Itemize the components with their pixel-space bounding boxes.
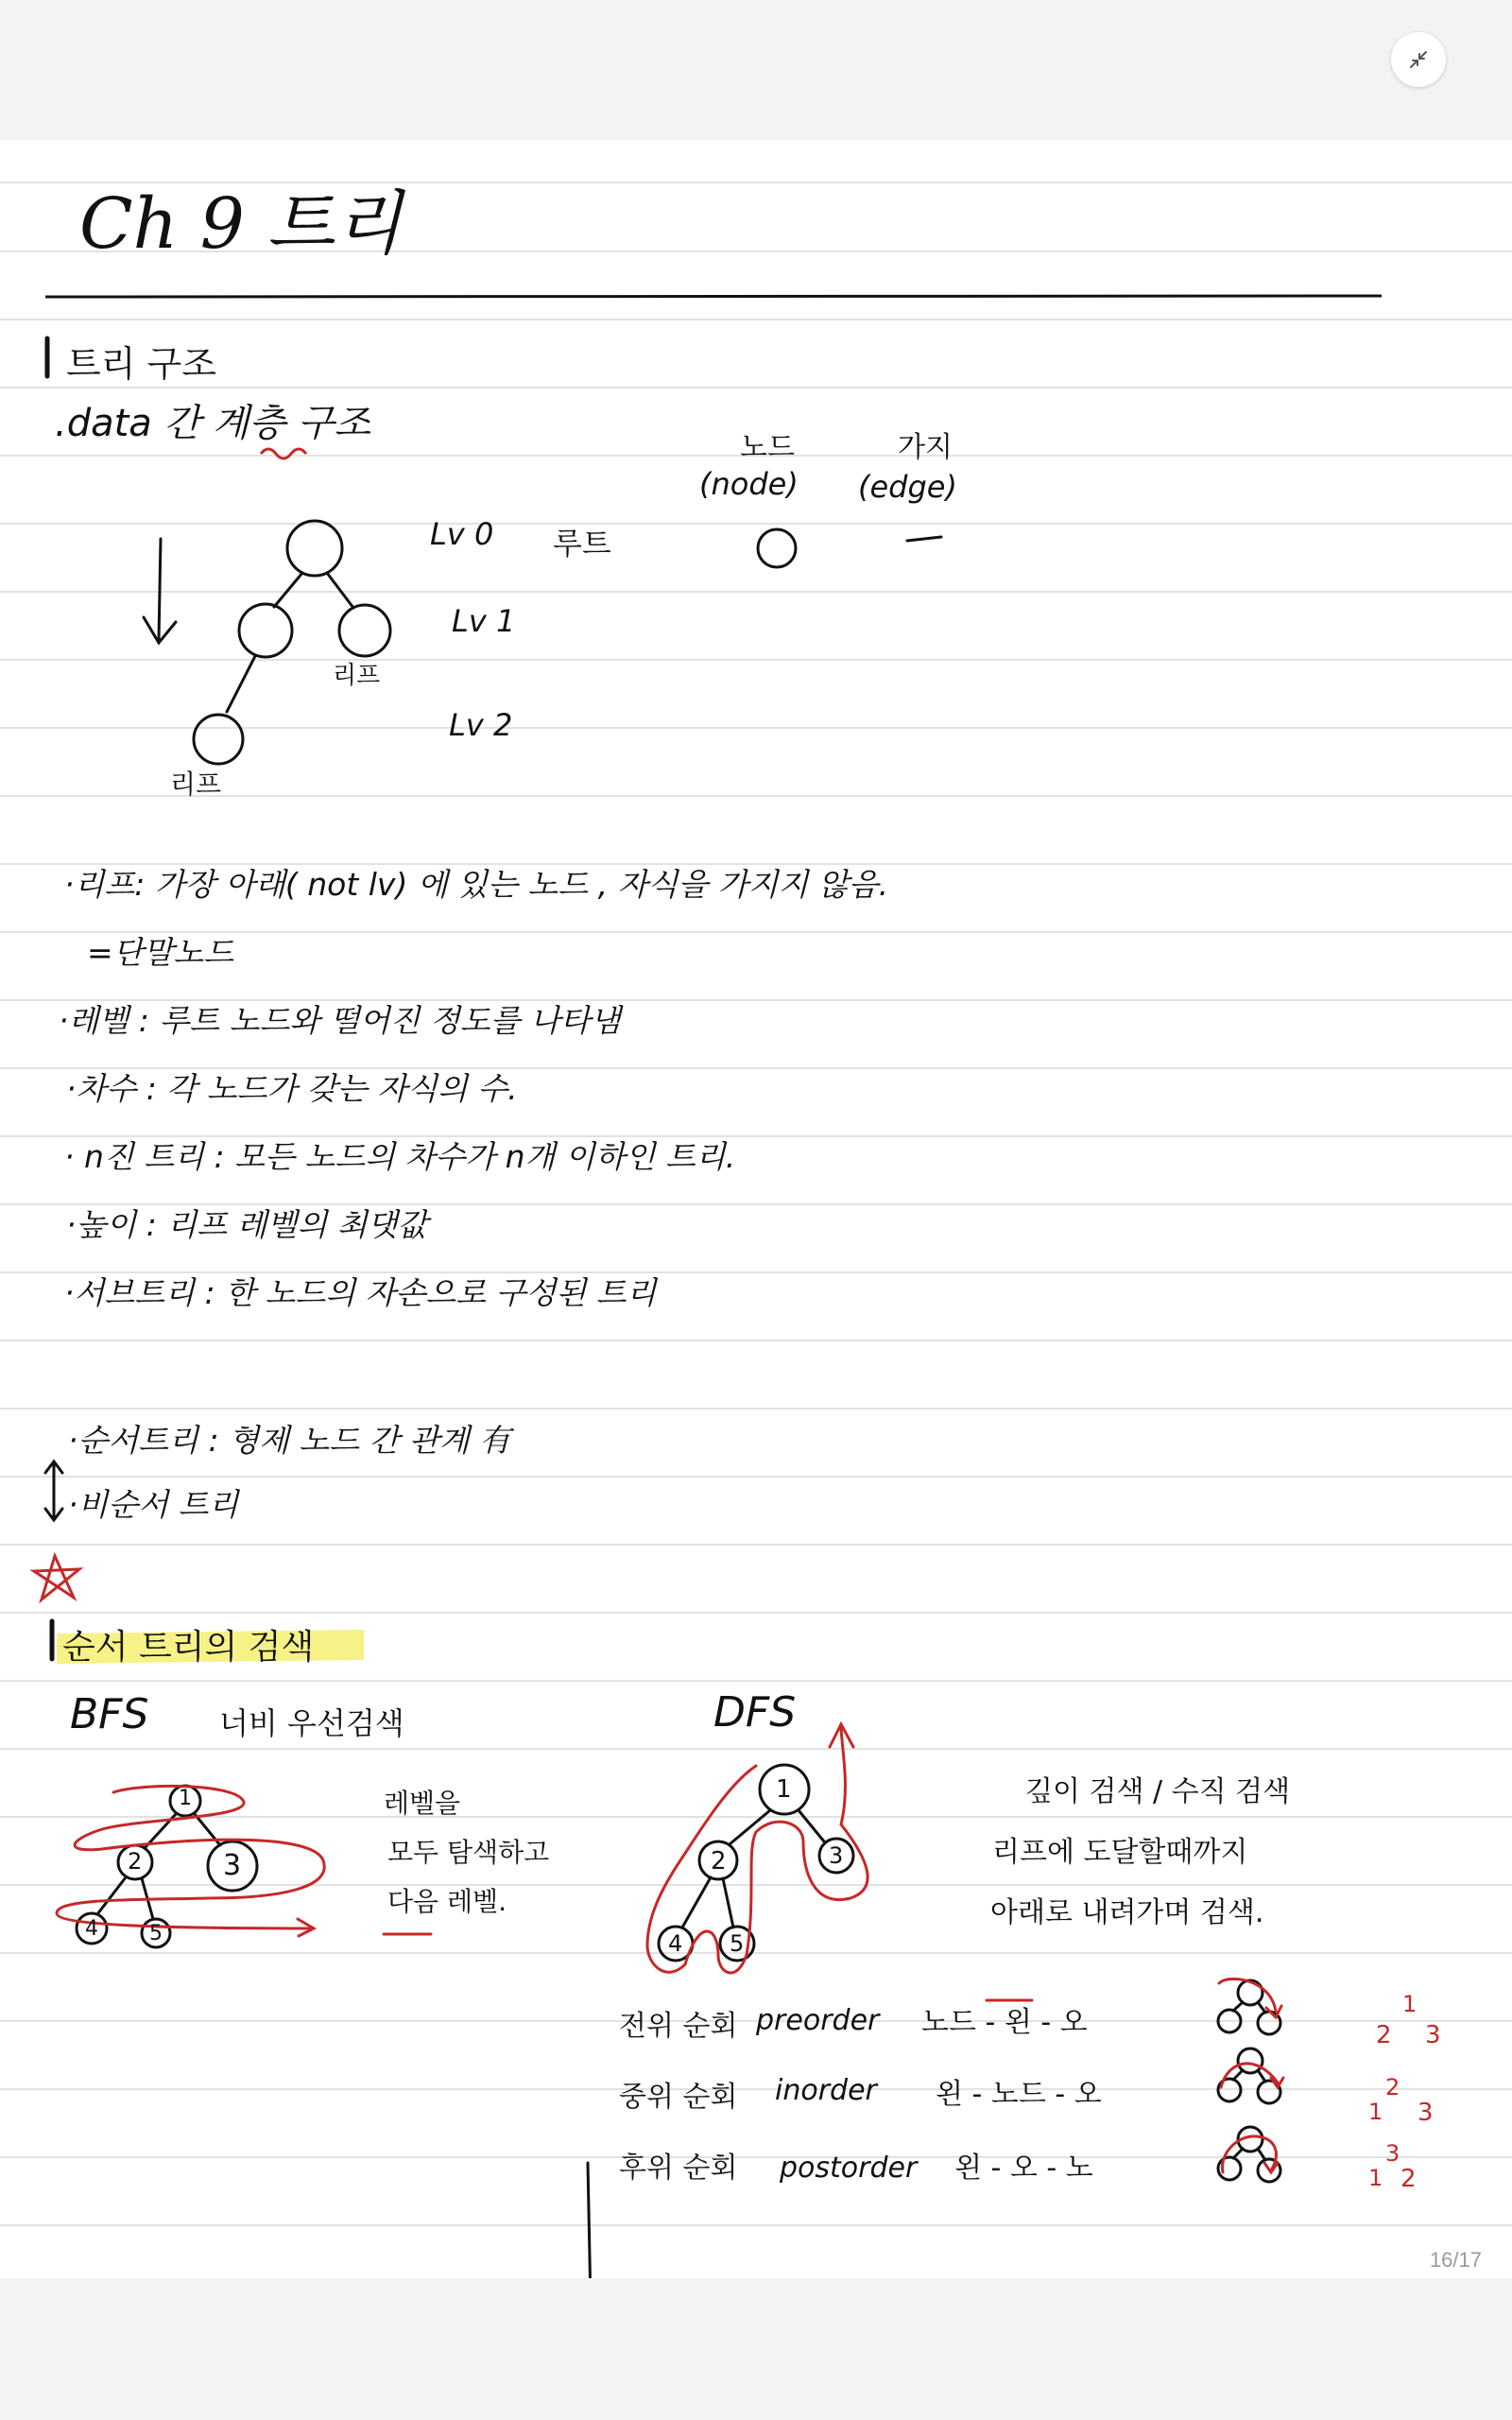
level-0-label: Lv 0: [430, 516, 494, 552]
bullet-degree: ·차수 : 각 노드가 갖는 자식의 수.: [66, 1070, 518, 1107]
dfs-node-5: 5: [730, 1930, 745, 1957]
preorder-name: 전위 순회: [619, 2010, 738, 2043]
preorder-en: preorder: [756, 2004, 880, 2037]
bullet-height: ·높이 : 리프 레벨의 최댓값: [66, 1206, 428, 1243]
postorder-num-1: 3: [1385, 2140, 1400, 2167]
preorder-order: 노드 - 왼 - 오: [921, 2006, 1088, 2039]
postorder-num-2: 1: [1368, 2165, 1383, 2191]
inorder-num-3: 3: [1418, 2099, 1434, 2127]
bfs-node-2: 2: [128, 1848, 143, 1875]
bfs-node-4: 4: [85, 1917, 98, 1941]
dfs-desc-1: 깊이 검색 / 수직 검색: [1025, 1775, 1291, 1808]
page-indicator: 16/17: [1429, 2248, 1482, 2272]
preorder-num-3: 3: [1425, 2021, 1441, 2049]
level-2-label: Lv 2: [449, 707, 513, 743]
node-en-label: (node): [699, 466, 799, 502]
bullet-leaf: ·리프: 가장 아래( not lv) 에 있는 노드 , 자식을 가지지 않음.: [64, 866, 889, 903]
dfs-title: DFS: [713, 1688, 797, 1737]
section1-heading: 트리 구조: [66, 343, 216, 385]
dfs-node-4: 4: [668, 1930, 683, 1957]
postorder-en: postorder: [780, 2152, 918, 2185]
inorder-num-2: 1: [1368, 2099, 1383, 2125]
dfs-node-2: 2: [711, 1847, 727, 1876]
bfs-desc-3: 다음 레벨.: [387, 1886, 507, 1917]
edge-en-label: (edge): [858, 469, 957, 505]
bfs-node-1: 1: [179, 1787, 192, 1810]
bullet-level: ·레벨 : 루트 노드와 떨어진 정도를 나타냄: [59, 1002, 621, 1039]
bullet-unordered-tree: ·비순서 트리: [68, 1486, 239, 1523]
dfs-node-1: 1: [776, 1775, 792, 1804]
inorder-en: inorder: [775, 2074, 877, 2107]
bullet-ordered-tree: ·순서트리 : 형제 노드 간 관계 有: [68, 1422, 511, 1459]
bullet-n-ary-tree: · n진 트리 : 모든 노드의 차수가 n개 이하인 트리.: [64, 1138, 736, 1175]
bfs-desc-1: 레벨을: [384, 1788, 461, 1819]
collapse-button[interactable]: [1391, 32, 1446, 87]
inorder-order: 왼 - 노드 - 오: [936, 2078, 1102, 2111]
level-1-label: Lv 1: [452, 603, 516, 639]
postorder-name: 후위 순회: [619, 2152, 738, 2185]
preorder-num-1: 1: [1402, 1991, 1418, 2017]
note-title: Ch 9 트리: [79, 183, 403, 265]
collapse-arrows-icon: [1406, 47, 1431, 72]
dfs-node-3: 3: [829, 1842, 844, 1869]
leaf-label-bottom: 리프: [170, 769, 222, 800]
dfs-desc-3: 아래로 내려가며 검색.: [990, 1896, 1264, 1929]
leaf-label-right: 리프: [333, 662, 381, 690]
viewer-top-bar: [0, 0, 1512, 140]
bullet-subtree: ·서브트리 : 한 노드의 자손으로 구성된 트리: [64, 1274, 657, 1311]
root-label: 루트: [553, 526, 611, 562]
edge-label: 가지: [898, 431, 953, 464]
node-label: 노드: [740, 431, 795, 464]
postorder-order: 왼 - 오 - 노: [954, 2152, 1093, 2185]
bfs-node-3: 3: [223, 1849, 242, 1882]
postorder-num-3: 2: [1400, 2165, 1417, 2193]
bfs-subtitle: 너비 우선검색: [219, 1705, 404, 1741]
bullet-terminal-node: =단말노드: [87, 934, 234, 971]
bfs-desc-2: 모두 탐색하고: [387, 1837, 550, 1868]
section2-heading: 순서 트리의 검색: [62, 1628, 315, 1667]
inorder-num-1: 2: [1385, 2074, 1400, 2100]
dfs-desc-2: 리프에 도달할때까지: [992, 1836, 1248, 1869]
inorder-name: 중위 순회: [619, 2081, 738, 2114]
bfs-node-5: 5: [149, 1922, 163, 1945]
preorder-num-2: 2: [1376, 2021, 1392, 2049]
viewer-bottom-bar: [0, 2278, 1512, 2420]
section1-line1: .data 간 계층 구조: [55, 402, 371, 445]
note-page: [0, 140, 1512, 2278]
bfs-title: BFS: [70, 1690, 149, 1738]
